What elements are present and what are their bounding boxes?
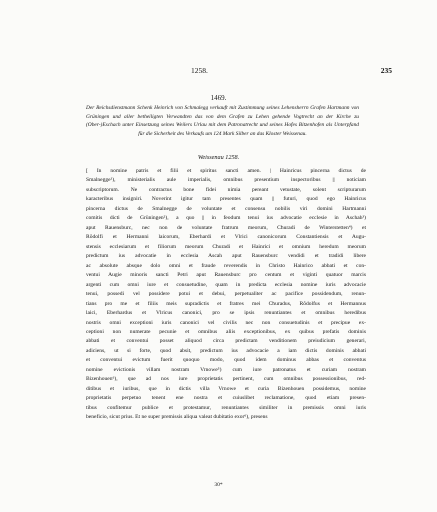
body-line: tians pro me et filiis meis supradictis et fratres mei Cħuradus, Rŏdolfus et Hermannus <box>86 300 366 307</box>
body-line: et conventui evictum fuerit quoquo modo, quod idem dominus abbas et conventus <box>86 357 366 364</box>
header-page-number: 235 <box>380 66 392 75</box>
body-line: abbati et conventui posset aliquod circa predictam venditionem preiudicium generari, <box>86 338 366 345</box>
body-line: [ In nomine patris et filii et spiritus sancti amen. | Hainricus pincerna dictus de <box>86 168 366 174</box>
body-line: Rŏdolfi et Hermanni laicorum, Eberhardi et Vlrici canonicorum Constantiensis et Augu- <box>86 234 366 241</box>
document-body <box>86 167 366 423</box>
body-line: nostris omni exceptioni iuris canonici vel civilis nec non consuetudinis et precipue ex- <box>86 319 366 326</box>
body-line: laici, Eberhardus et Vlricus canonici, pro se ipsis renuntiantes et omnibus heredibus <box>86 310 366 317</box>
body-line: argenti cum omni iure et consuetudine, quam in predicta ecclesia nomine iuris advocacie <box>86 281 366 288</box>
body-line: stensis ecclesiarum et filiorum meorum Cħuradi et Hainrici et omnium heredum meorum <box>86 243 366 250</box>
body-line: tenui, possedi vel possidere potui et debui, perpetualiter ac pacifice possidendum, renun- <box>86 291 366 298</box>
body-line: Smalnegge¹), ministerialis aule imperialis, omnibus presentium inspectoribus || noticiam <box>86 177 366 184</box>
document-number: 1469. <box>210 94 227 102</box>
body-line: ditibus et iuribus, que in dictis villa Vrnowe et curia Bizenhouen possidemus, nomine <box>86 385 366 392</box>
body-line: adiciens, ut si forte, quod absit, predictum ius advocacie a iam dictis dominis abbati <box>86 347 366 354</box>
body-line: proprietatis perpetuo tenent ene nostra et cuiuslibet reclamatione, quod etiam presen- <box>86 395 366 402</box>
page-header <box>86 66 392 78</box>
body-line: comitis dicti de Grüningen²), a quo || in feodum tenui ius advocatie ecclesie in Aschah³) <box>86 215 366 222</box>
printer-signature: 30* <box>214 482 223 488</box>
body-line: Bizenhouen⁶), que ad nos iure proprietatis pertinent, cum omnibus possessionibus, red- <box>86 376 366 383</box>
body-line: beneficio, sicut prius. Et ne super premissis aliqua valeat dubitatio exor⁶), presens <box>86 414 268 421</box>
body-line: ceptioni non numerate pecunie et omnibus aliis exceptionibus, ex quibus prefatis dominis <box>86 328 366 335</box>
header-year: 1258. <box>191 66 208 75</box>
body-line: tibus confitemur publice et protestamur, renuntiantes similiter in premissis omni iuris <box>86 404 366 411</box>
body-line: ac absolute absque dolo omni et fraude reverendis in Christo Hainrico abbati et con- <box>86 262 366 269</box>
body-line: ventui Augie minoris sancti Petri aput Rauensburc pro centum et viginti quatuor marcis <box>86 272 366 279</box>
document-summary: Der Reichsdienstmann Schenk Heinrich von Schmalegg verkauft mit Zustimmung seines Lehensherrn Grafen Hartmann von Grüningen und aller betheiligten Verwandten das von dem Grafen zu Lehen gehende Vogtrecht an der Kirche zu (Ober-)Eschach unter Einsetzung seines Weilers Urlau mit dem Patronatrecht und seines Hofes Bitzenhofen als Unterpfand für die Sicherheit des Verkaufs um 124 Mark Silber an das Kloster Weissenau. <box>86 105 359 137</box>
body-line: subscriptorum. Ne contractus bone fidei nimia pereant vetustate, solent scripturarum <box>86 186 366 193</box>
body-line: karacteribus insigniri. Noverint igitur tam presentes quam || futuri, quod ego Hainricus <box>86 196 366 203</box>
place-date: Weissenau 1258. <box>197 154 240 161</box>
body-line: nomine evictionis villam nostram Vrnowe⁵) cum iure patronatus et curiam nostram <box>86 366 366 373</box>
body-line: predictum ius advocatie in ecclesia Ascah aput Rauensburc vendidi et tradidi libere <box>86 253 366 260</box>
body-line: pincerna dictus de Smalnegge de voluntate et consensu nobilis viri domini Hartmanni <box>86 205 366 212</box>
body-line: aput Rauensburc, nec non de voluntate fratrum meorum, Cħuradi de Winterstetten⁴) et <box>86 224 366 231</box>
